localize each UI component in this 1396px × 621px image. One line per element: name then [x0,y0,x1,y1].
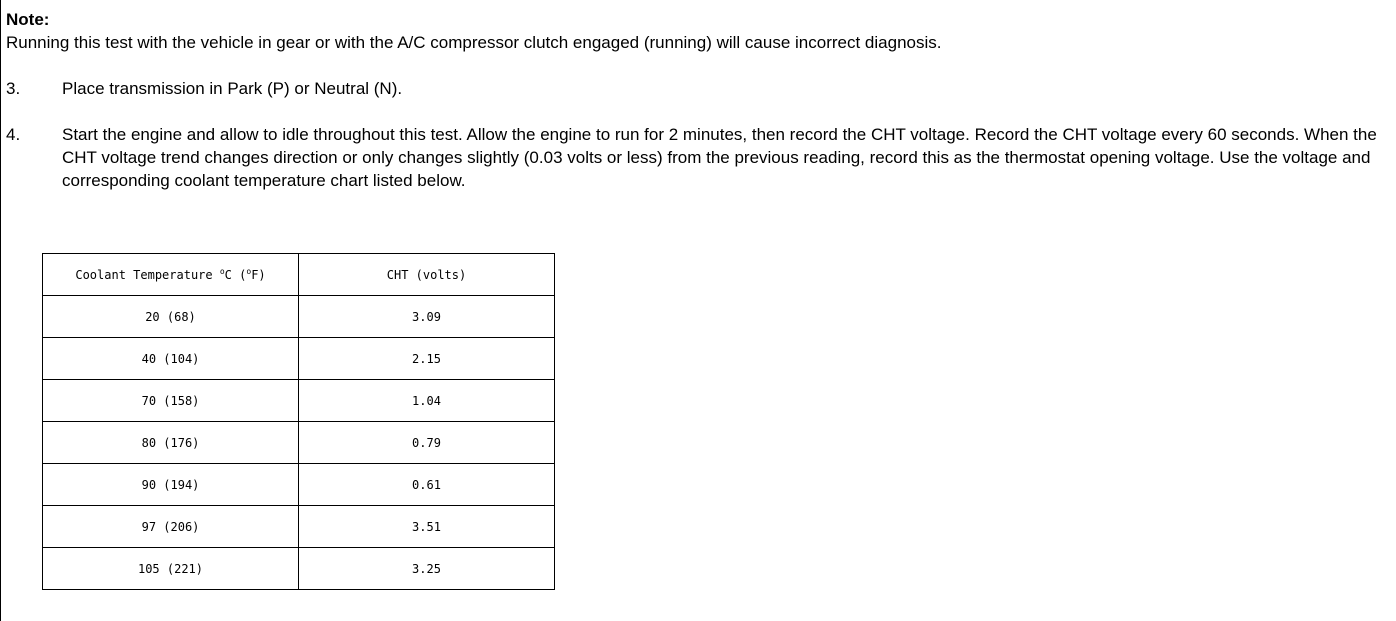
table-header-row [43,254,555,296]
volts-cell: 0.61 [299,464,555,506]
step-number: 3. [6,79,21,98]
volts-cell: 3.51 [299,506,555,548]
temp-cell: 70 (158) [43,380,299,422]
volts-cell: 3.25 [299,548,555,590]
note-heading: Note: [6,10,50,29]
header-coolant-temperature [43,254,299,296]
header-temp-prefix: Coolant Temperature [75,268,220,282]
note-text: Running this test with the vehicle in gear or with the A/C compressor clutch engaged (running) will cause incorrect diagnosis. [6,33,942,52]
degree-symbol: o [246,267,252,276]
coolant-temperature-cht-table [42,253,555,590]
table-row [43,338,555,380]
table-row [43,296,555,338]
volts-cell: 0.79 [299,422,555,464]
volts-cell: 3.09 [299,296,555,338]
volts-cell: 2.15 [299,338,555,380]
header-cht-volts: CHT (volts) [299,254,555,296]
table-row [43,548,555,590]
temp-cell: 105 (221) [43,548,299,590]
volts-cell: 1.04 [299,380,555,422]
step-3 [6,77,1386,100]
step-text: Place transmission in Park (P) or Neutral (N). [62,79,403,98]
temp-cell: 20 (68) [43,296,299,338]
header-temp-c: C ( [224,268,247,282]
table-row [43,422,555,464]
temp-cell: 90 (194) [43,464,299,506]
step-4 [6,123,1386,192]
step-text: Start the engine and allow to idle throughout this test. Allow the engine to run for 2 minutes, then record the CHT voltage. Record the CHT voltage every 60 seconds. When the CHT voltage trend changes direction or only changes slightly (0.03 volts or less) from the previous reading, record this as the thermostat opening voltage. Use the voltage and corresponding coolant temperature chart listed below. [62,125,1377,190]
header-temp-f: F) [251,268,266,282]
left-border-rule [0,0,1,621]
step-number: 4. [6,125,21,144]
note-block [6,8,941,54]
temp-cell: 80 (176) [43,422,299,464]
table-row [43,506,555,548]
temp-cell: 97 (206) [43,506,299,548]
temp-cell: 40 (104) [43,338,299,380]
table-row [43,464,555,506]
table-row [43,380,555,422]
degree-symbol: o [219,267,225,276]
